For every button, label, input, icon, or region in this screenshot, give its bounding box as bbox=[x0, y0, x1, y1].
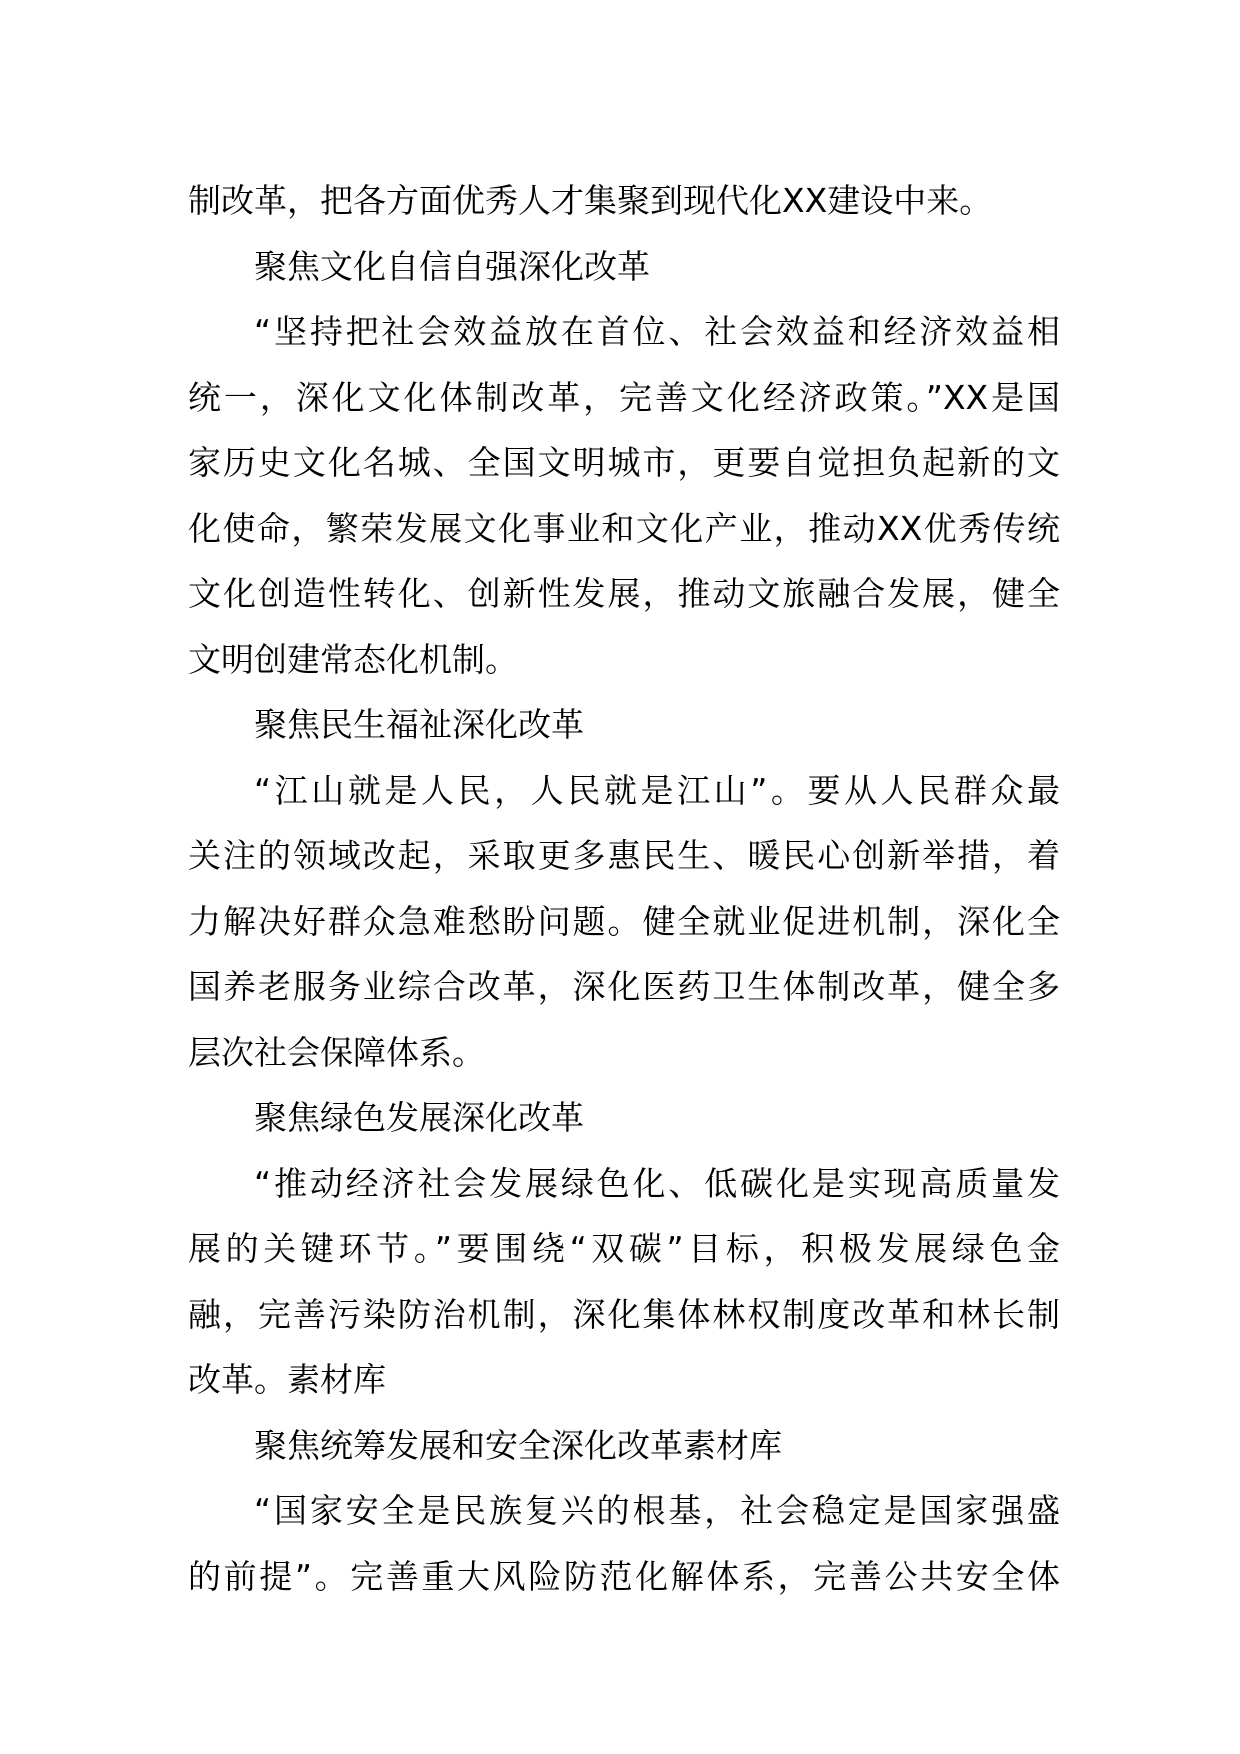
text-line: “推动经济社会发展绿色化、低碳化是实现高质量发 bbox=[254, 1163, 1060, 1203]
text-line: “江山就是人民，人民就是江山”。要从人民群众最 bbox=[254, 770, 1060, 810]
text-line: “坚持把社会效益放在首位、社会效益和经济效益相 bbox=[254, 312, 1060, 351]
text-line: “国家安全是民族复兴的根基，社会稳定是国家强盛 bbox=[254, 1491, 1060, 1530]
text-line: 融，完善污染防治机制，深化集体林权制度改革和林长制 bbox=[188, 1294, 1060, 1334]
text-line: 改革。素材库 bbox=[188, 1360, 386, 1399]
text-line: 统一，深化文化体制改革，完善文化经济政策。”XX是国 bbox=[188, 377, 1060, 417]
text-line: 国养老服务业综合改革，深化医药卫生体制改革，健全多 bbox=[188, 967, 1060, 1006]
text-line: 力解决好群众急难愁盼问题。健全就业促进机制，深化全 bbox=[188, 901, 1060, 941]
section-heading: 聚焦绿色发展深化改革 bbox=[254, 1098, 584, 1137]
text-line: 的前提”。完善重大风险防范化解体系，完善公共安全体 bbox=[188, 1556, 1060, 1596]
text-line: 化使命，繁荣发展文化事业和文化产业，推动XX优秀传统 bbox=[188, 508, 1060, 548]
section-heading: 聚焦文化自信自强深化改革 bbox=[254, 246, 650, 286]
text-line: 制改革，把各方面优秀人才集聚到现代化XX建设中来。 bbox=[188, 181, 993, 220]
text-line: 关注的领域改起，采取更多惠民生、暖民心创新举措，着 bbox=[188, 836, 1060, 875]
text-line: 层次社会保障体系。 bbox=[188, 1032, 485, 1072]
section-heading: 聚焦民生福祉深化改革 bbox=[254, 705, 584, 744]
text-line: 展的关键环节。”要围绕“双碳”目标，积极发展绿色金 bbox=[188, 1229, 1060, 1268]
section-heading: 聚焦统筹发展和安全深化改革素材库 bbox=[254, 1425, 782, 1465]
text-line: 文化创造性转化、创新性发展，推动文旅融合发展，健全 bbox=[188, 574, 1060, 613]
body-text bbox=[188, 168, 1060, 1609]
text-line: 家历史文化名城、全国文明城市，更要自觉担负起新的文 bbox=[188, 443, 1060, 482]
text-line: 文明创建常态化机制。 bbox=[188, 639, 518, 679]
